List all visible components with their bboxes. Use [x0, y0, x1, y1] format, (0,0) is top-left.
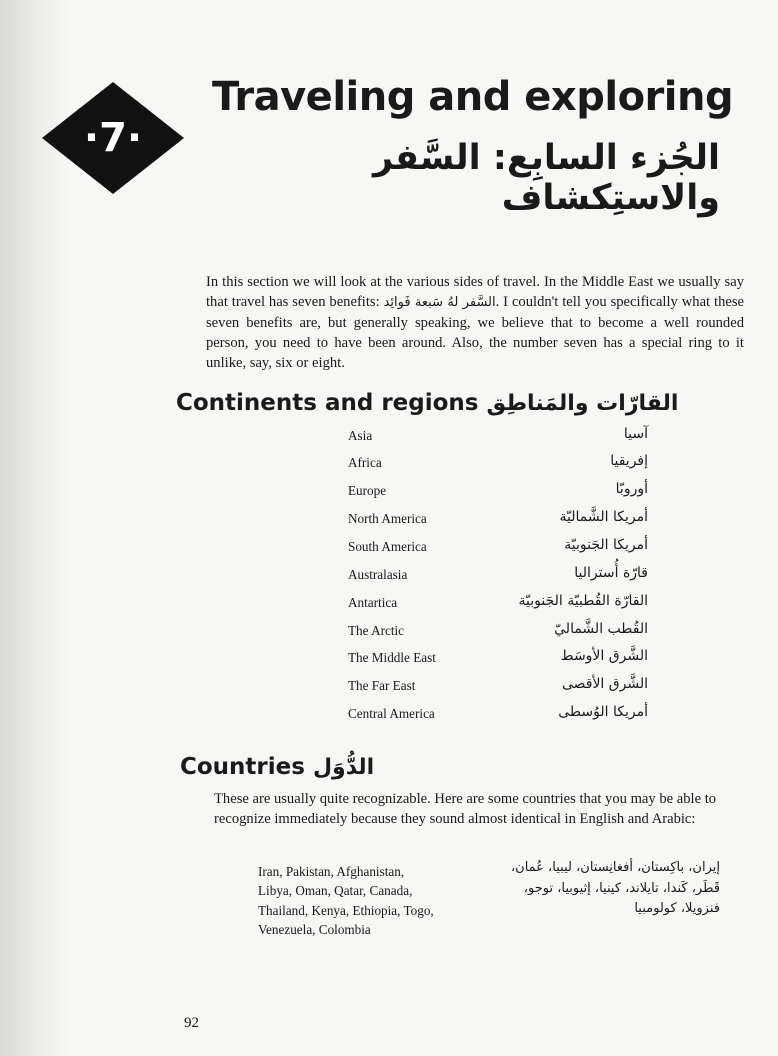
intro-paragraph	[206, 272, 744, 373]
vocab-english: Africa	[348, 455, 382, 470]
list-item	[348, 706, 648, 730]
list-item	[348, 455, 648, 479]
countries-list-arabic	[470, 858, 720, 920]
list-item	[348, 483, 648, 507]
intro-arabic-phrase: السَّفر لهُ سَبعة فَوائِد	[383, 295, 496, 310]
vocab-arabic: إفريقيا	[610, 453, 648, 469]
continents-heading-ar: القارّات والمَناطِق	[486, 391, 679, 416]
vocab-english: Australasia	[348, 567, 408, 582]
countries-ar-line: إيران، باكِستان، أفغانِستان، ليبيا، عُمان،	[510, 860, 720, 875]
vocab-arabic: آسيا	[623, 426, 648, 442]
vocab-arabic: قارّة أُستراليا	[574, 565, 648, 581]
vocab-english: Antartica	[348, 595, 398, 610]
intro-text-1: In this section we will look at the various sides of travel. In the Middle East we usually say that travel has seven benefits:	[206, 274, 744, 310]
countries-ar-line: فنزويلا، كولومبيا	[634, 901, 720, 916]
vocab-arabic: أمريكا الشَّماليّة	[559, 509, 648, 525]
continents-heading-en: Continents and regions	[176, 390, 479, 416]
list-item	[348, 595, 648, 619]
countries-heading	[180, 754, 374, 780]
vocab-arabic: القارّة القُطبيّة الجَنوبيّة	[518, 593, 648, 609]
chapter-title: Traveling and exploring	[212, 74, 734, 120]
countries-intro: These are usually quite recognizable. Here are some countries that you may be able to recognize immediately because they sound almost identical in English and Arabic:	[214, 791, 717, 827]
chapter-title-arabic: الجُزء السابِع: السَّفر والاستِكشاف	[372, 138, 720, 218]
vocab-english: The Arctic	[348, 623, 405, 638]
vocab-english: South America	[348, 539, 427, 554]
countries-en-line: Iran, Pakistan, Afghanistan,	[258, 864, 405, 879]
list-item	[348, 567, 648, 591]
list-item	[348, 650, 648, 674]
vocab-arabic: أمريكا الوُسطى	[558, 704, 648, 720]
vocab-english: Central America	[348, 706, 435, 721]
vocab-english: North America	[348, 511, 427, 526]
intro-text-2: . I couldn't tell you specifically what these seven benefits are, but generally speaking, we believe that to become a well rounded person, you need to have been around. Also, the number seven has a special ring to it unlike, say, six or eight.	[206, 294, 745, 371]
vocab-arabic: الشَّرق الأوسَط	[560, 648, 648, 664]
countries-list-english	[258, 862, 478, 940]
vocab-arabic: الشَّرق الأقصى	[561, 676, 648, 692]
vocab-arabic: أوروبّا	[615, 481, 648, 497]
vocab-arabic: أمريكا الجَنوبيّة	[564, 537, 648, 553]
vocab-english: The Far East	[348, 678, 416, 693]
chapter-badge	[42, 82, 184, 194]
countries-en-line: Venezuela, Colombia	[258, 922, 371, 938]
countries-heading-ar: الدُّوَل	[312, 755, 375, 780]
list-item	[348, 428, 648, 452]
list-item	[348, 623, 648, 647]
vocab-arabic: القُطب الشَّماليّ	[554, 621, 648, 637]
continents-heading	[176, 390, 678, 416]
list-item	[348, 539, 648, 563]
list-item	[348, 511, 648, 535]
vocab-english: Europe	[348, 483, 387, 498]
countries-heading-en: Countries	[180, 754, 305, 780]
vocab-english: Asia	[348, 428, 373, 443]
countries-en-line: Thailand, Kenya, Ethiopia, Togo,	[258, 902, 434, 918]
page-number: 92	[184, 1015, 199, 1031]
vocab-english: The Middle East	[348, 650, 436, 665]
countries-ar-line: قَطَر، كَندا، تايلاند، كينيا، إثيوبيا، توجو،	[523, 880, 720, 896]
countries-en-line: Libya, Oman, Qatar, Canada,	[258, 883, 413, 899]
chapter-number: ·7·	[83, 115, 143, 161]
list-item	[348, 678, 648, 702]
